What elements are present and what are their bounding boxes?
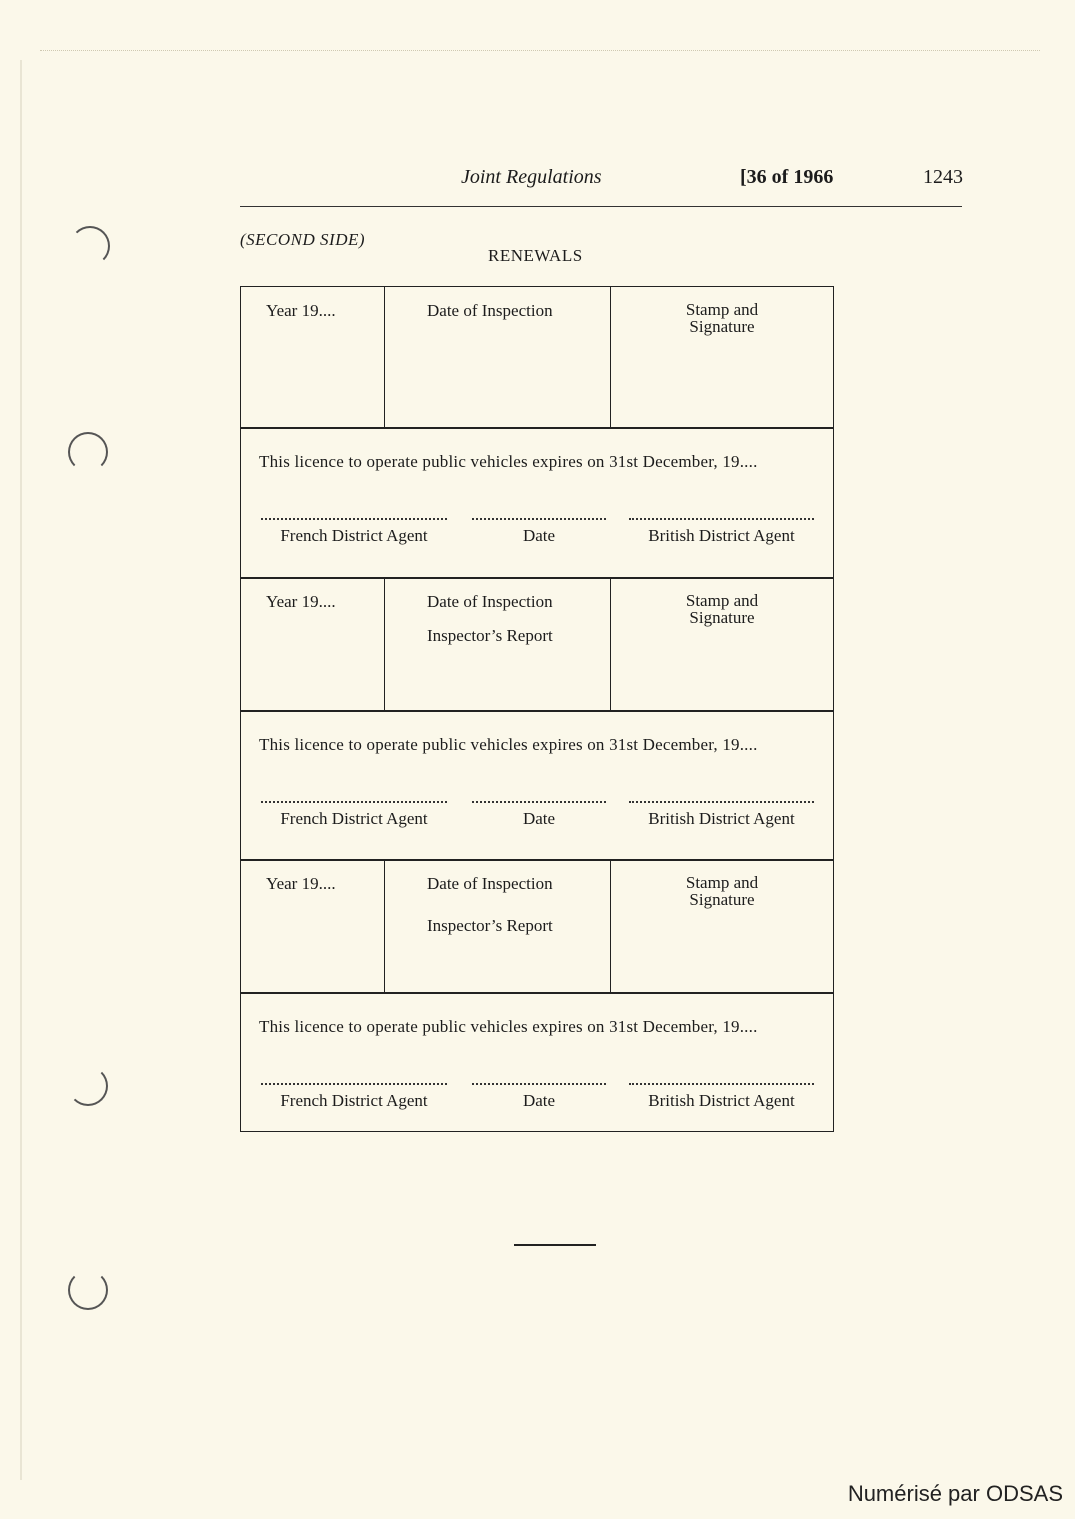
stamp-label: Stamp and Signature [685, 591, 759, 627]
digitization-stamp: Numérisé par ODSAS [847, 1481, 1063, 1506]
date-signature: Date [472, 1083, 606, 1111]
expiry-statement: This licence to operate public vehicles expires on 31st December, 19.... [259, 1017, 758, 1036]
british-agent-signature: British District Agent [629, 1083, 814, 1111]
inspector-report-label: Inspector’s Report [427, 626, 553, 645]
inspection-date-label: Date of Inspection [427, 301, 553, 320]
inspector-report-label: Inspector’s Report [427, 916, 553, 935]
section-heading: RENEWALS [488, 246, 583, 265]
french-agent-signature: French District Agent [261, 518, 447, 546]
stamp-cell [610, 860, 833, 992]
side-label: (SECOND SIDE) [240, 230, 366, 249]
inspection-date-label: Date of Inspection [427, 592, 553, 611]
renewals-form [240, 286, 834, 1132]
inspection-date-label: Date of Inspection [427, 874, 553, 893]
inspection-row [241, 287, 833, 427]
punch-hole [68, 1066, 108, 1106]
inspection-row [241, 860, 833, 992]
french-agent-signature: French District Agent [261, 1083, 447, 1111]
year-label: Year 19.... [266, 874, 336, 893]
document-title: Joint Regulations [461, 166, 602, 188]
end-rule [514, 1244, 596, 1246]
year-label: Year 19.... [266, 301, 336, 320]
year-cell [241, 578, 384, 710]
year-cell [241, 287, 384, 427]
expiry-section [241, 993, 833, 1141]
british-agent-signature: British District Agent [629, 801, 814, 829]
british-agent-signature: British District Agent [629, 518, 814, 546]
inspection-cell [384, 860, 611, 992]
expiry-statement: This licence to operate public vehicles expires on 31st December, 19.... [259, 452, 758, 471]
header-rule [240, 206, 962, 207]
page-number: 1243 [923, 166, 963, 188]
date-signature: Date [472, 518, 606, 546]
date-signature: Date [472, 801, 606, 829]
inspection-row [241, 578, 833, 710]
expiry-statement: This licence to operate public vehicles expires on 31st December, 19.... [259, 735, 758, 754]
punch-hole [68, 432, 108, 472]
expiry-section [241, 711, 833, 859]
punch-hole [70, 226, 110, 266]
year-cell [241, 860, 384, 992]
inspection-cell [384, 578, 611, 710]
page-edge [20, 60, 22, 1480]
scan-top-edge [40, 50, 1040, 52]
stamp-cell [610, 287, 833, 427]
expiry-section [241, 428, 833, 576]
inspection-cell [384, 287, 611, 427]
year-label: Year 19.... [266, 592, 336, 611]
stamp-cell [610, 578, 833, 710]
act-reference: [36 of 1966 [740, 166, 834, 188]
stamp-label: Stamp and Signature [685, 300, 759, 336]
stamp-label: Stamp and Signature [685, 873, 759, 909]
french-agent-signature: French District Agent [261, 801, 447, 829]
running-head [240, 164, 962, 194]
punch-hole [68, 1270, 108, 1310]
